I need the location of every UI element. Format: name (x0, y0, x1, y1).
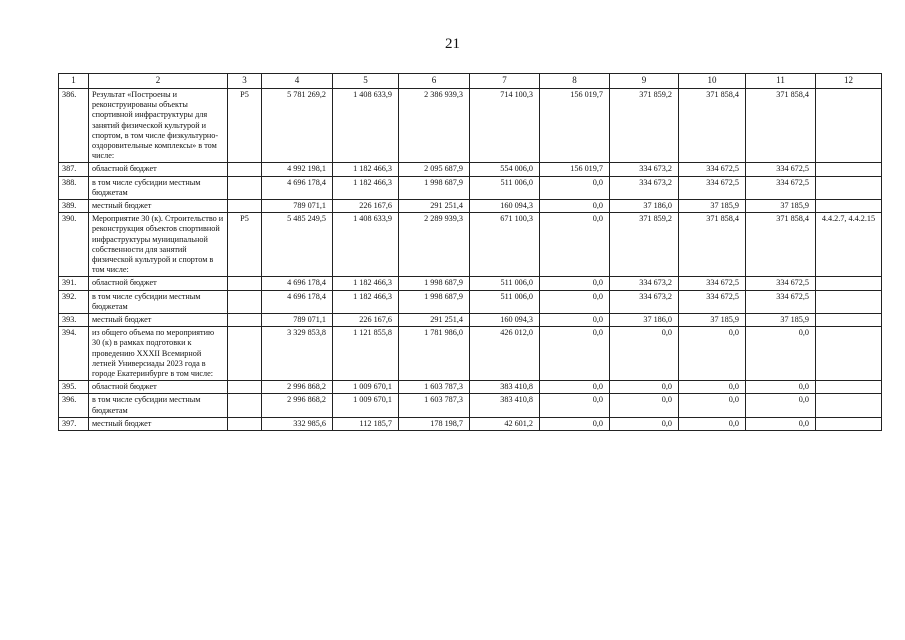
value-cell: 334 673,2 (610, 176, 679, 199)
row-name: Мероприятие 30 (к). Строительство и реконструкция объектов спортивной инфраструктуры муниципальной собственности для занятий физической культурой и спортом в том числе: (89, 213, 228, 277)
row-code (228, 163, 262, 176)
table-row (59, 176, 882, 199)
row-reference (816, 394, 882, 417)
value-cell: 160 094,3 (470, 200, 540, 213)
value-cell: 371 858,4 (746, 89, 816, 163)
value-cell: 371 858,4 (679, 213, 746, 277)
value-cell: 2 386 939,3 (399, 89, 470, 163)
column-header: 9 (610, 74, 679, 89)
row-number: 390. (59, 213, 89, 277)
row-reference (816, 381, 882, 394)
row-reference (816, 200, 882, 213)
value-cell: 291 251,4 (399, 314, 470, 327)
table-row (59, 200, 882, 213)
value-cell: 0,0 (540, 381, 610, 394)
value-cell: 37 186,0 (610, 200, 679, 213)
value-cell: 0,0 (679, 381, 746, 394)
row-code: P5 (228, 213, 262, 277)
value-cell: 4 696 178,4 (262, 176, 333, 199)
value-cell: 371 858,4 (679, 89, 746, 163)
row-number: 396. (59, 394, 89, 417)
value-cell: 511 006,0 (470, 277, 540, 290)
value-cell: 2 996 868,2 (262, 394, 333, 417)
value-cell: 332 985,6 (262, 417, 333, 430)
column-header: 2 (89, 74, 228, 89)
row-code (228, 200, 262, 213)
value-cell: 426 012,0 (470, 327, 540, 381)
value-cell: 0,0 (540, 314, 610, 327)
row-name: в том числе субсидии местным бюджетам (89, 394, 228, 417)
value-cell: 554 006,0 (470, 163, 540, 176)
value-cell: 334 673,2 (610, 290, 679, 313)
table-row (59, 277, 882, 290)
column-header: 3 (228, 74, 262, 89)
value-cell: 0,0 (540, 394, 610, 417)
value-cell: 5 485 249,5 (262, 213, 333, 277)
value-cell: 0,0 (540, 290, 610, 313)
row-number: 392. (59, 290, 89, 313)
value-cell: 0,0 (540, 417, 610, 430)
value-cell: 1 009 670,1 (333, 381, 399, 394)
value-cell: 334 672,5 (679, 277, 746, 290)
row-reference (816, 176, 882, 199)
column-header: 8 (540, 74, 610, 89)
value-cell: 156 019,7 (540, 163, 610, 176)
value-cell: 0,0 (610, 394, 679, 417)
value-cell: 37 185,9 (746, 200, 816, 213)
value-cell: 789 071,1 (262, 314, 333, 327)
row-name: в том числе субсидии местным бюджетам (89, 290, 228, 313)
value-cell: 5 781 269,2 (262, 89, 333, 163)
value-cell: 334 673,2 (610, 277, 679, 290)
value-cell: 1 998 687,9 (399, 176, 470, 199)
value-cell: 1 182 466,3 (333, 163, 399, 176)
row-name: местный бюджет (89, 314, 228, 327)
value-cell: 1 182 466,3 (333, 290, 399, 313)
value-cell: 2 996 868,2 (262, 381, 333, 394)
value-cell: 1 408 633,9 (333, 89, 399, 163)
value-cell: 0,0 (679, 327, 746, 381)
table-row (59, 163, 882, 176)
value-cell: 334 672,5 (746, 163, 816, 176)
value-cell: 0,0 (540, 213, 610, 277)
page-number: 21 (445, 36, 460, 52)
value-cell: 0,0 (540, 277, 610, 290)
value-cell: 37 185,9 (679, 200, 746, 213)
row-name: местный бюджет (89, 200, 228, 213)
row-number: 386. (59, 89, 89, 163)
value-cell: 0,0 (746, 394, 816, 417)
value-cell: 178 198,7 (399, 417, 470, 430)
value-cell: 0,0 (746, 327, 816, 381)
row-number: 387. (59, 163, 89, 176)
value-cell: 291 251,4 (399, 200, 470, 213)
value-cell: 1 603 787,3 (399, 381, 470, 394)
column-header: 1 (59, 74, 89, 89)
value-cell: 4 696 178,4 (262, 277, 333, 290)
value-cell: 334 672,5 (679, 290, 746, 313)
value-cell: 789 071,1 (262, 200, 333, 213)
value-cell: 511 006,0 (470, 290, 540, 313)
value-cell: 0,0 (746, 417, 816, 430)
row-reference (816, 314, 882, 327)
value-cell: 334 672,5 (746, 277, 816, 290)
value-cell: 4 696 178,4 (262, 290, 333, 313)
table-row (59, 394, 882, 417)
row-code (228, 381, 262, 394)
column-header: 5 (333, 74, 399, 89)
row-reference (816, 89, 882, 163)
row-code (228, 314, 262, 327)
value-cell: 334 672,5 (746, 176, 816, 199)
value-cell: 334 672,5 (679, 163, 746, 176)
row-code (228, 327, 262, 381)
value-cell: 0,0 (540, 327, 610, 381)
row-code (228, 417, 262, 430)
row-code (228, 277, 262, 290)
value-cell: 156 019,7 (540, 89, 610, 163)
value-cell: 226 167,6 (333, 200, 399, 213)
value-cell: 1 009 670,1 (333, 394, 399, 417)
value-cell: 671 100,3 (470, 213, 540, 277)
value-cell: 112 185,7 (333, 417, 399, 430)
value-cell: 3 329 853,8 (262, 327, 333, 381)
row-name: местный бюджет (89, 417, 228, 430)
table-row (59, 213, 882, 277)
value-cell: 0,0 (610, 417, 679, 430)
value-cell: 334 672,5 (679, 176, 746, 199)
value-cell: 0,0 (610, 381, 679, 394)
row-name: из общего объема по мероприятию 30 (к) в рамках подготовки к проведению XXXII Всемирной летней Универсиады 2023 года в городе Екатеринбурге в том числе: (89, 327, 228, 381)
row-number: 395. (59, 381, 89, 394)
value-cell: 1 182 466,3 (333, 277, 399, 290)
value-cell: 2 095 687,9 (399, 163, 470, 176)
column-header: 6 (399, 74, 470, 89)
value-cell: 371 858,4 (746, 213, 816, 277)
table-row (59, 327, 882, 381)
value-cell: 383 410,8 (470, 394, 540, 417)
column-header: 11 (746, 74, 816, 89)
row-number: 394. (59, 327, 89, 381)
value-cell: 226 167,6 (333, 314, 399, 327)
row-number: 391. (59, 277, 89, 290)
value-cell: 371 859,2 (610, 89, 679, 163)
row-code (228, 394, 262, 417)
value-cell: 383 410,8 (470, 381, 540, 394)
value-cell: 1 121 855,8 (333, 327, 399, 381)
table-row (59, 381, 882, 394)
row-code (228, 176, 262, 199)
row-name: в том числе субсидии местным бюджетам (89, 176, 228, 199)
value-cell: 371 859,2 (610, 213, 679, 277)
value-cell: 1 998 687,9 (399, 290, 470, 313)
value-cell: 714 100,3 (470, 89, 540, 163)
value-cell: 42 601,2 (470, 417, 540, 430)
row-code: P5 (228, 89, 262, 163)
value-cell: 2 289 939,3 (399, 213, 470, 277)
value-cell: 1 781 986,0 (399, 327, 470, 381)
value-cell: 37 186,0 (610, 314, 679, 327)
value-cell: 511 006,0 (470, 176, 540, 199)
value-cell: 160 094,3 (470, 314, 540, 327)
column-header: 10 (679, 74, 746, 89)
table-header-row (59, 74, 882, 89)
row-name: Результат «Построены и реконструированы объекты спортивной инфраструктуры для занятий физической культурой и спортом, в том числе физкультурно-оздоровительные комплексы» в том числе: (89, 89, 228, 163)
value-cell: 37 185,9 (679, 314, 746, 327)
row-name: областной бюджет (89, 277, 228, 290)
table-row (59, 417, 882, 430)
value-cell: 1 182 466,3 (333, 176, 399, 199)
row-code (228, 290, 262, 313)
value-cell: 334 672,5 (746, 290, 816, 313)
row-name: областной бюджет (89, 163, 228, 176)
row-reference: 4.4.2.7, 4.4.2.15 (816, 213, 882, 277)
value-cell: 0,0 (610, 327, 679, 381)
value-cell: 0,0 (746, 381, 816, 394)
row-number: 397. (59, 417, 89, 430)
table-row (59, 89, 882, 163)
column-header: 7 (470, 74, 540, 89)
row-reference (816, 417, 882, 430)
row-number: 393. (59, 314, 89, 327)
column-header: 4 (262, 74, 333, 89)
row-reference (816, 163, 882, 176)
row-reference (816, 327, 882, 381)
value-cell: 4 992 198,1 (262, 163, 333, 176)
value-cell: 0,0 (540, 176, 610, 199)
value-cell: 0,0 (679, 417, 746, 430)
value-cell: 37 185,9 (746, 314, 816, 327)
table-row (59, 290, 882, 313)
row-name: областной бюджет (89, 381, 228, 394)
table-row (59, 314, 882, 327)
budget-table (58, 73, 882, 431)
value-cell: 334 673,2 (610, 163, 679, 176)
row-reference (816, 290, 882, 313)
value-cell: 0,0 (540, 200, 610, 213)
value-cell: 1 998 687,9 (399, 277, 470, 290)
value-cell: 0,0 (679, 394, 746, 417)
column-header: 12 (816, 74, 882, 89)
row-number: 388. (59, 176, 89, 199)
value-cell: 1 408 633,9 (333, 213, 399, 277)
row-number: 389. (59, 200, 89, 213)
row-reference (816, 277, 882, 290)
value-cell: 1 603 787,3 (399, 394, 470, 417)
